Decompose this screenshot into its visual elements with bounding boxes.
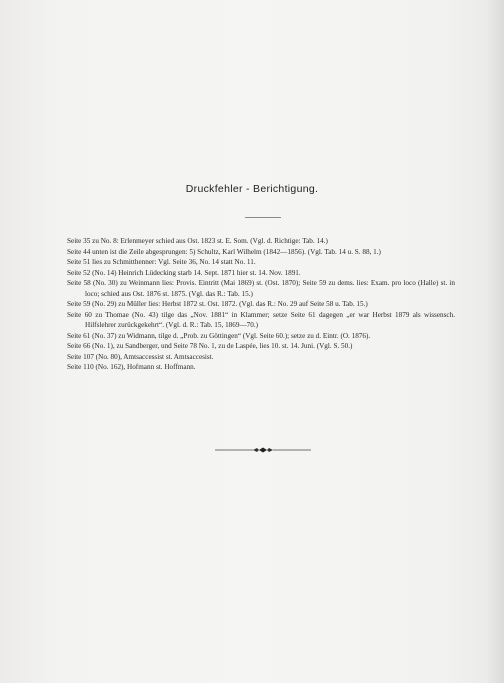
ornament-divider: [215, 447, 311, 453]
errata-entry: Seite 60 zu Thomae (No. 43) tilge das „Nov. 1881“ in Klammer; setze Seite 61 dagegen „er war Herbst 1879 als wissensch. Hilfslehrer zurückgekehrt“. (Vgl. d. R.: Tab. 15, 1869—70.): [67, 310, 455, 329]
errata-entry: Seite 107 (No. 80), Amtsaccessist st. Amtsaccesist.: [67, 352, 214, 361]
errata-entry: Seite 58 (No. 30) zu Weinmann lies: Provis. Eintritt (Mai 1869) st. (Ost. 1870); Seite 59 zu dems. lies: Exam. pro loco (Halle) st. in loco; schied aus Ost. 1876 st. 1875. (Vgl. das R.: Tab. 15.): [67, 279, 455, 298]
errata-entry: Seite 61 (No. 37) zu Widmann, tilge d. „Prob. zu Göttingen“ (Vgl. Seite 60.); setze zu d. Eintr. (O. 1876).: [67, 331, 371, 340]
page-edge-shadow: [486, 0, 504, 683]
errata-entry: Seite 59 (No. 29) zu Müller lies: Herbst 1872 st. Ost. 1872. (Vgl. das R.: No. 29 auf Seite 58 u. Tab. 15.): [67, 300, 368, 308]
errata-entry: Seite 35 zu No. 8: Erlenmeyer schied aus Ost. 1823 st. E. Som. (Vgl. d. Richtige: Tab. 14.): [67, 237, 328, 245]
title-divider: [245, 217, 281, 218]
errata-list: [67, 236, 455, 373]
errata-entry: Seite 51 lies zu Schmitthenner: Vgl. Seite 36, No. 14 statt No. 11.: [67, 258, 256, 266]
errata-entry: Seite 44 unten ist die Zeile abgesprungen: 5) Schultz, Karl Wilhelm (1842—1856). (Vgl. Tab. 14 u. S. 88, 1.): [67, 247, 381, 256]
errata-entry: Seite 110 (No. 162), Hofmann st. Hoffmann.: [67, 363, 196, 371]
page-title: Druckfehler - Berichtigung.: [185, 183, 319, 195]
errata-entry: Seite 66 (No. 1), zu Sandberger, und Seite 78 No. 1, zu de Laspée, lies 10. st. 14. Juni. (Vgl. S. 50.): [67, 342, 353, 350]
errata-entry: Seite 52 (No. 14) Heinrich Lüdecking starb 14. Sept. 1871 hier st. 14. Nov. 1891.: [67, 268, 301, 277]
